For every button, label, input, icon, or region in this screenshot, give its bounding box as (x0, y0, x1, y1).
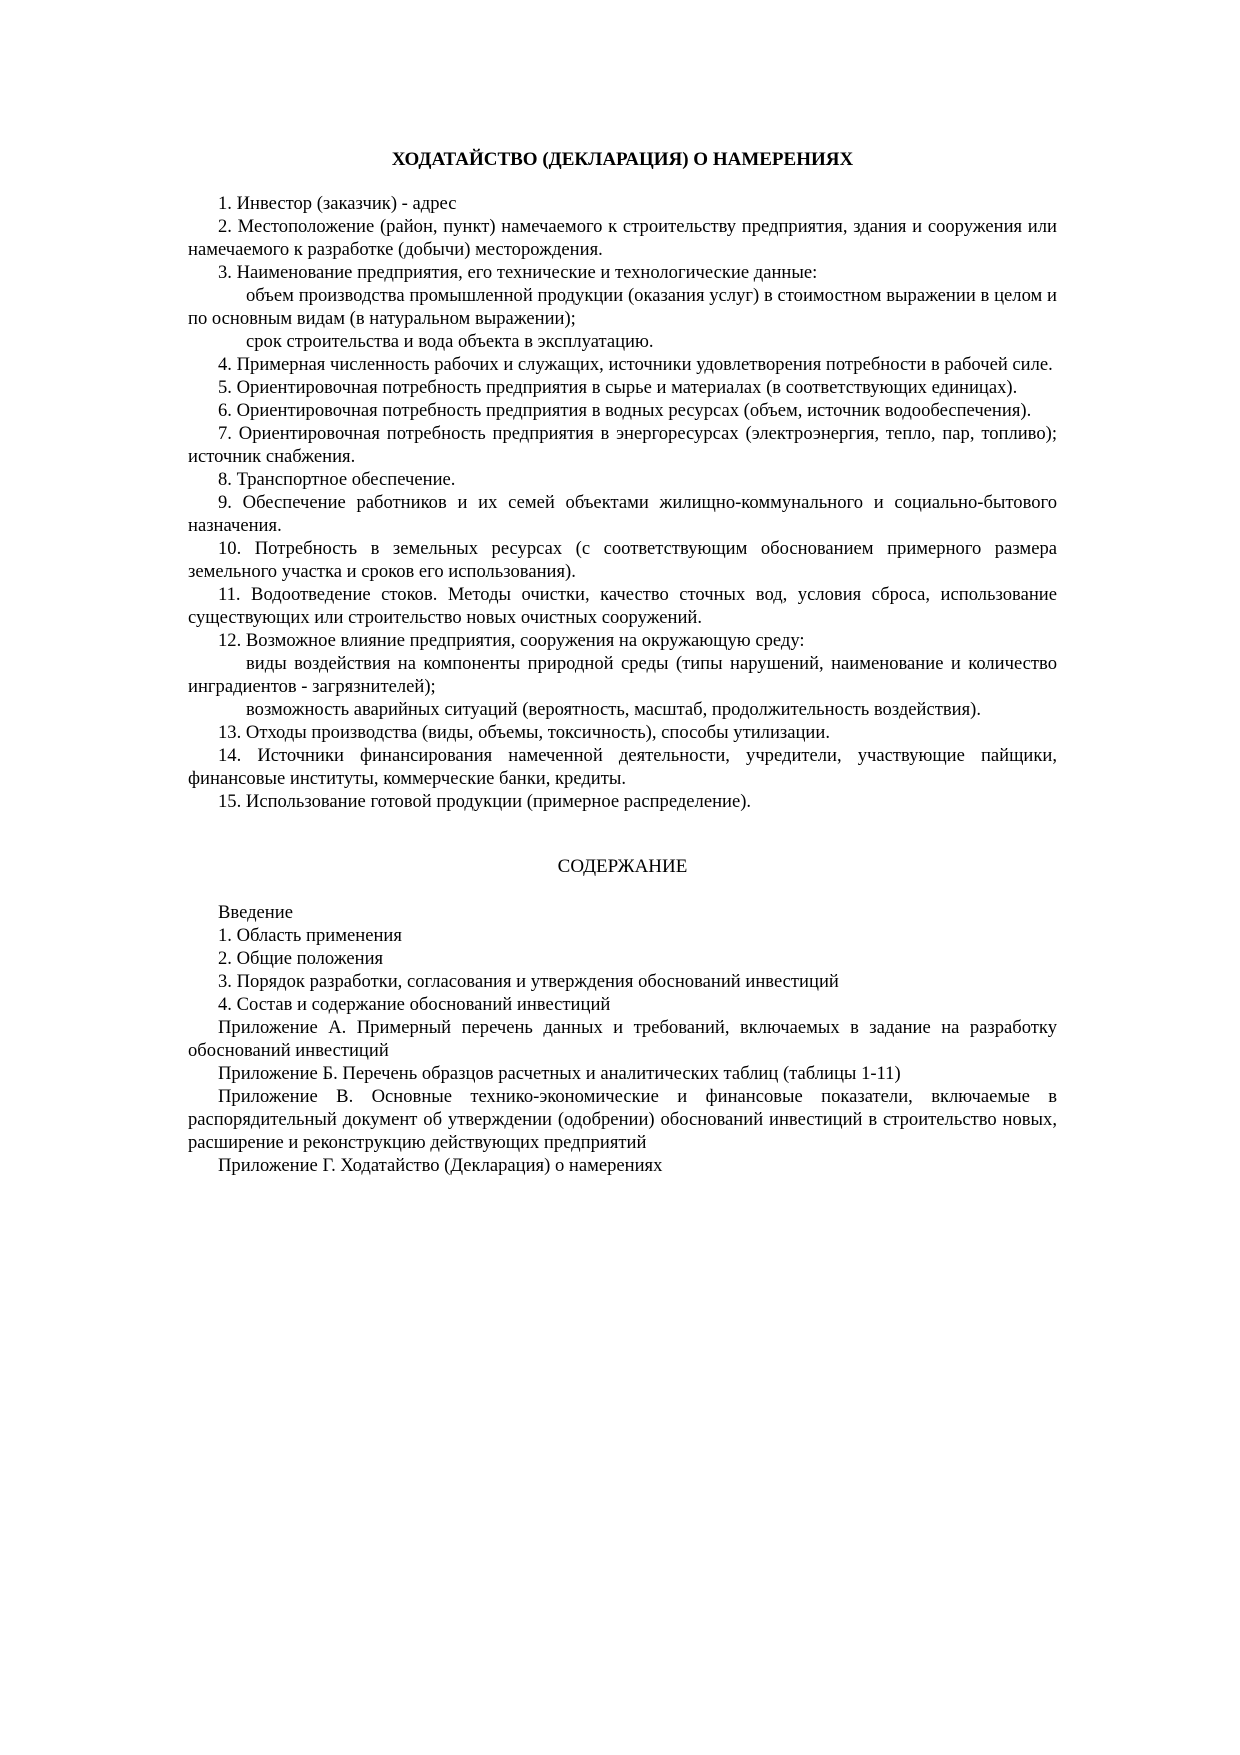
paragraph-12-emergency: возможность аварийных ситуаций (вероятность, масштаб, продолжительность воздействия). (246, 699, 982, 720)
contents-item: 2. Общие положения (218, 948, 384, 969)
contents-item: Введение (218, 902, 293, 923)
contents-item: 3. Порядок разработки, согласования и утверждения обоснований инвестиций (218, 971, 839, 992)
paragraph-3-production-volume: объем производства промышленной продукции (оказания услуг) в стоимостном выражении в целом и по основным видам (в натуральном выражении); (188, 285, 1057, 329)
paragraph-12: 12. Возможное влияние предприятия, сооружения на окружающую среду: (218, 630, 805, 651)
contents-item: 4. Состав и содержание обоснований инвестиций (218, 994, 611, 1015)
contents-title: СОДЕРЖАНИЕ (557, 856, 688, 877)
contents-item: Приложение А. Примерный перечень данных и требований, включаемых в задание на разработку обоснований инвестиций (188, 1017, 1057, 1061)
paragraph-1: 1. Инвестор (заказчик) - адрес (218, 193, 457, 214)
paragraph-2: 2. Местоположение (район, пункт) намечаемого к строительству предприятия, здания и сооружения или намечаемого к разработке (добычи) месторождения. (188, 216, 1057, 260)
paragraph-13: 13. Отходы производства (виды, объемы, токсичность), способы утилизации. (218, 722, 830, 743)
paragraph-5: 5. Ориентировочная потребность предприятия в сырье и материалах (в соответствующих единицах). (218, 377, 1018, 398)
paragraph-6: 6. Ориентировочная потребность предприятия в водных ресурсах (объем, источник водообеспечения). (218, 400, 1032, 421)
paragraph-8: 8. Транспортное обеспечение. (218, 469, 456, 490)
paragraph-3: 3. Наименование предприятия, его технические и технологические данные: (218, 262, 818, 283)
contents-item: 1. Область применения (218, 925, 402, 946)
document-page (188, 148, 1057, 1177)
paragraph-12-impact-types: виды воздействия на компоненты природной среды (типы нарушений, наименование и количество инградиентов - загрязнителей); (188, 653, 1057, 697)
contents-item: Приложение Г. Ходатайство (Декларация) о намерениях (218, 1155, 663, 1176)
paragraph-11: 11. Водоотведение стоков. Методы очистки, качество сточных вод, условия сброса, использование существующих или строительство новых очистных сооружений. (188, 584, 1057, 628)
document-title: ХОДАТАЙСТВО (ДЕКЛАРАЦИЯ) О НАМЕРЕНИЯХ (391, 149, 854, 170)
paragraph-14: 14. Источники финансирования намеченной деятельности, учредители, участвующие пайщики, финансовые институты, коммерческие банки, кредиты. (188, 745, 1057, 789)
paragraph-3-construction-term: срок строительства и вода объекта в эксплуатацию. (246, 331, 654, 352)
paragraph-7: 7. Ориентировочная потребность предприятия в энергоресурсах (электроэнергия, тепло, пар, топливо); источник снабжения. (188, 423, 1057, 467)
paragraph-15: 15. Использование готовой продукции (примерное распределение). (218, 791, 752, 812)
paragraph-4: 4. Примерная численность рабочих и служащих, источники удовлетворения потребности в рабочей силе. (218, 354, 1053, 375)
paragraph-9: 9. Обеспечение работников и их семей объектами жилищно-коммунального и социально-бытового назначения. (188, 492, 1057, 536)
paragraph-10: 10. Потребность в земельных ресурсах (с соответствующим обоснованием примерного размера земельного участка и сроков его использования). (188, 538, 1057, 582)
contents-item: Приложение В. Основные технико-экономические и финансовые показатели, включаемые в распорядительный документ об утверждении (одобрении) обоснований инвестиций в строительство новых, расширение и реконструкцию действующих предприятий (188, 1086, 1057, 1153)
contents-item: Приложение Б. Перечень образцов расчетных и аналитических таблиц (таблицы 1-11) (218, 1063, 901, 1084)
